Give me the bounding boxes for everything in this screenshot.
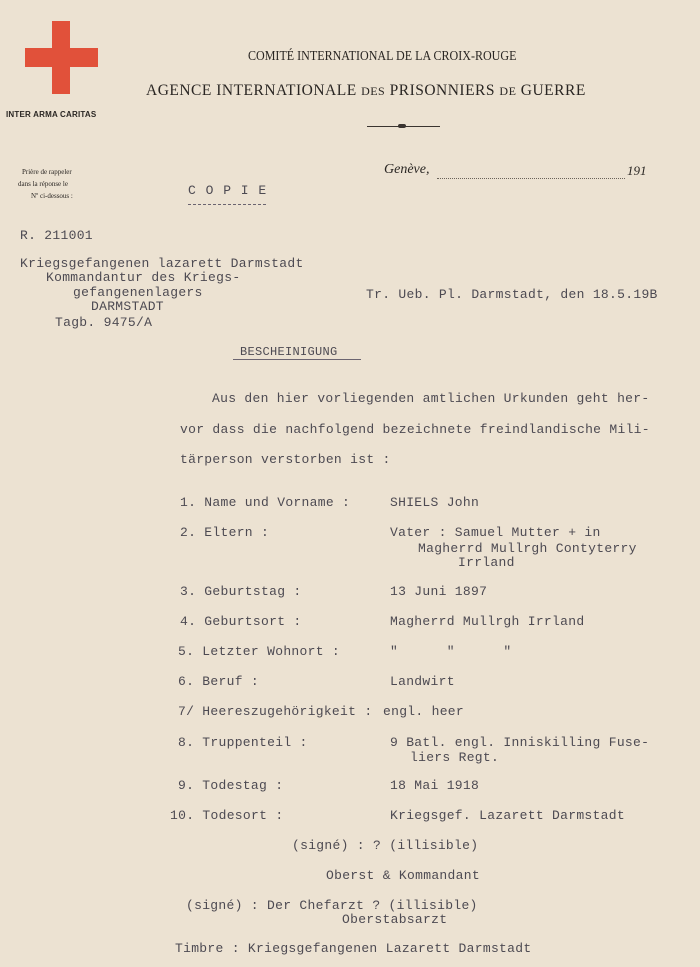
- reminder-line: dans la réponse le: [18, 180, 68, 188]
- agency-name-part: PRISONNIERS: [389, 82, 496, 99]
- date-line: Tr. Ueb. Pl. Darmstadt, den 18.5.19B: [366, 287, 658, 302]
- item-label: 10. Todesort :: [170, 808, 284, 823]
- item-value: liers Regt.: [410, 750, 500, 765]
- agency-name-part: AGENCE INTERNATIONALE: [146, 82, 357, 99]
- reminder-line: Nº ci-dessous :: [31, 192, 73, 200]
- item-label: 3. Geburtstag :: [180, 584, 302, 599]
- agency-name: [146, 82, 586, 100]
- committee-name: COMITÉ INTERNATIONAL DE LA CROIX-ROUGE: [248, 49, 517, 64]
- address-line: Kommandantur des Kriegs-: [46, 270, 241, 285]
- item-label: 5. Letzter Wohnort :: [178, 644, 341, 659]
- item-label: 6. Beruf :: [178, 674, 260, 689]
- item-label: 2. Eltern :: [180, 525, 270, 540]
- intro-line: Aus den hier vorliegenden amtlichen Urkunden geht her-: [212, 391, 650, 406]
- agency-name-part: GUERRE: [520, 82, 586, 99]
- agency-name-small: DES: [361, 84, 386, 98]
- signature-1: (signé) : ? (illisible): [292, 838, 479, 853]
- item-value: Kriegsgef. Lazarett Darmstadt: [390, 808, 625, 823]
- item-label: 4. Geburtsort :: [180, 614, 302, 629]
- address-line: gefangenenlagers: [73, 285, 203, 300]
- year-label: 191: [627, 163, 647, 178]
- agency-name-small: DE: [499, 84, 517, 98]
- signature-2: (signé) : Der Chefarzt ? (illisible): [186, 898, 478, 913]
- item-value: Magherrd Mullrgh Contyterry: [418, 541, 637, 556]
- place-label: Genève,: [384, 162, 430, 177]
- item-label: 8. Truppenteil :: [178, 735, 308, 750]
- item-value: SHIELS John: [390, 495, 480, 510]
- copie-underline: [188, 204, 266, 205]
- item-value: 18 Mai 1918: [390, 778, 480, 793]
- item-value: engl. heer: [383, 704, 465, 719]
- item-value: 13 Juni 1897: [390, 584, 488, 599]
- address-line: Tagb. 9475/A: [55, 315, 153, 330]
- reminder-line: Prière de rappeler: [22, 168, 72, 176]
- stamp-line: Timbre : Kriegsgefangenen Lazarett Darmstadt: [175, 941, 532, 956]
- motto: INTER ARMA CARITAS: [6, 110, 97, 119]
- item-label: 9. Todestag :: [178, 778, 284, 793]
- item-label: 7/ Heereszugehörigkeit :: [178, 704, 373, 719]
- item-value: Irrland: [458, 555, 515, 570]
- signature-2-title: Oberstabsarzt: [342, 912, 448, 927]
- red-cross-horizontal-bar: [25, 48, 98, 67]
- signature-1-title: Oberst & Kommandant: [326, 868, 480, 883]
- item-value: Vater : Samuel Mutter + in: [390, 525, 601, 540]
- item-value: Landwirt: [390, 674, 455, 689]
- item-value: Magherrd Mullrgh Irrland: [390, 614, 585, 629]
- item-value: " " ": [390, 644, 512, 659]
- date-dotted-line: [437, 178, 625, 179]
- header-rule-ornament: [398, 124, 406, 128]
- item-value: 9 Batl. engl. Inniskilling Fuse-: [390, 735, 650, 750]
- reference-number: R. 211001: [20, 228, 93, 243]
- intro-line: vor dass die nachfolgend bezeichnete freindlandische Mili-: [180, 422, 650, 437]
- intro-line: tärperson verstorben ist :: [180, 452, 391, 467]
- copie-label: C O P I E: [188, 183, 268, 198]
- address-line: Kriegsgefangenen lazarett Darmstadt: [20, 256, 304, 271]
- item-label: 1. Name und Vorname :: [180, 495, 351, 510]
- title-underline: [233, 359, 361, 360]
- document-title: BESCHEINIGUNG: [240, 345, 338, 359]
- address-line: DARMSTADT: [91, 299, 164, 314]
